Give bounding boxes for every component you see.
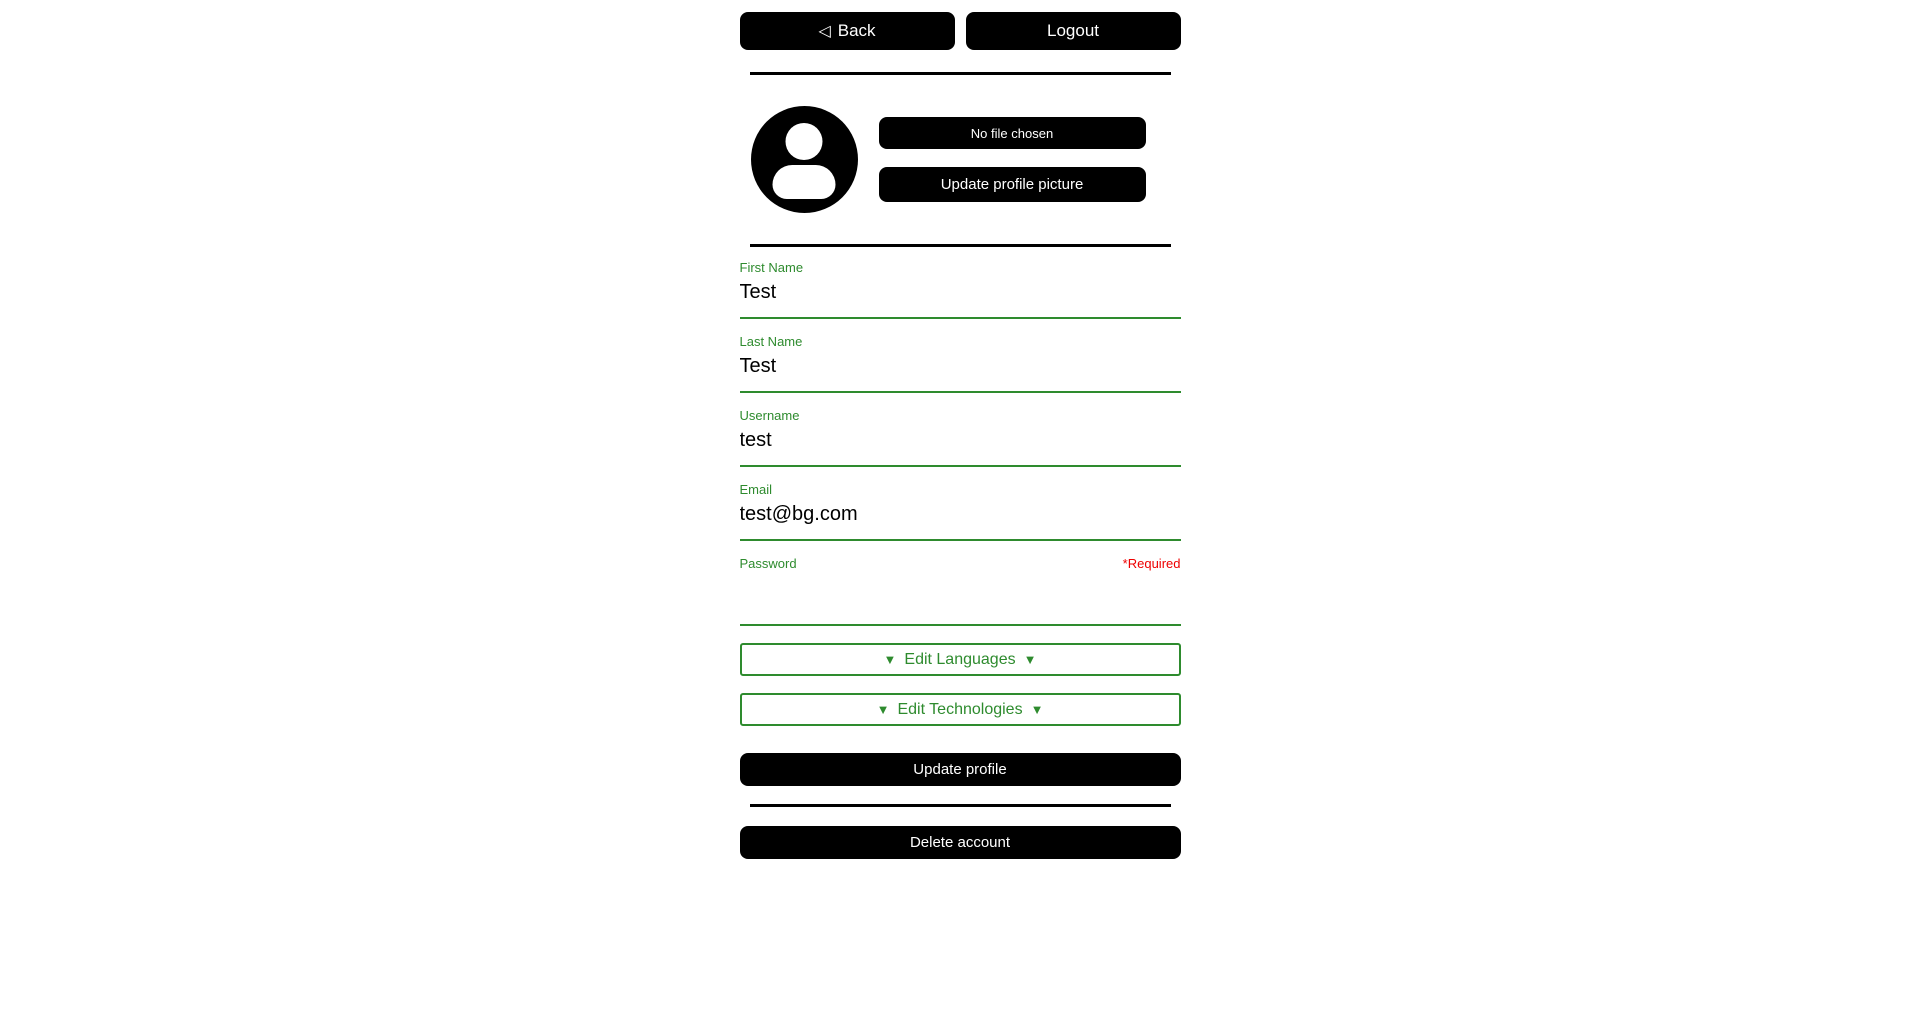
edit-technologies-button[interactable] xyxy=(740,693,1181,726)
delete-account-button[interactable] xyxy=(740,826,1181,859)
password-input[interactable] xyxy=(740,572,1181,626)
avatar-head-shape xyxy=(786,123,823,160)
chevron-down-icon: ▼ xyxy=(1030,702,1044,717)
update-picture-button[interactable] xyxy=(879,167,1146,202)
edit-languages-button[interactable] xyxy=(740,643,1181,676)
password-field-group xyxy=(740,555,1181,626)
picture-controls xyxy=(879,117,1146,202)
password-required-note: *Required xyxy=(1122,556,1181,571)
file-input-status: No file chosen xyxy=(970,125,1054,141)
username-field-group xyxy=(740,407,1181,467)
edit-technologies-label: Edit Technologies xyxy=(897,700,1023,718)
file-input[interactable] xyxy=(879,117,1146,149)
first-name-field-group xyxy=(740,259,1181,319)
back-button-label: Back xyxy=(837,21,876,40)
update-profile-button-label: Update profile xyxy=(913,761,1007,778)
profile-page xyxy=(740,12,1181,859)
profile-picture-section xyxy=(740,106,1181,213)
chevron-down-icon: ▼ xyxy=(883,652,897,667)
chevron-down-icon: ▼ xyxy=(876,702,890,717)
last-name-label: Last Name xyxy=(739,334,803,349)
back-button[interactable] xyxy=(740,12,955,50)
edit-languages-label: Edit Languages xyxy=(904,650,1016,668)
chevron-down-icon: ▼ xyxy=(1023,652,1037,667)
username-label: Username xyxy=(739,408,800,423)
logout-button[interactable] xyxy=(966,12,1181,50)
update-picture-button-label: Update profile picture xyxy=(940,176,1084,193)
top-divider xyxy=(750,72,1171,75)
email-field-group xyxy=(740,481,1181,541)
avatar-icon xyxy=(751,106,858,213)
logout-button-label: Logout xyxy=(1047,21,1099,40)
back-arrow-icon: ◁ xyxy=(818,23,831,40)
email-label: Email xyxy=(739,482,773,497)
first-name-input[interactable] xyxy=(740,276,1181,319)
email-input[interactable] xyxy=(740,498,1181,541)
update-profile-button[interactable] xyxy=(740,753,1181,786)
profile-form xyxy=(740,259,1181,786)
danger-divider xyxy=(750,804,1171,807)
last-name-input[interactable] xyxy=(740,350,1181,393)
last-name-field-group xyxy=(740,333,1181,393)
delete-account-button-label: Delete account xyxy=(909,834,1011,851)
first-name-label: First Name xyxy=(739,260,804,275)
form-divider xyxy=(750,244,1171,247)
avatar-body-shape xyxy=(773,165,836,199)
top-button-row xyxy=(740,12,1181,50)
password-label: Password xyxy=(739,556,797,571)
username-input[interactable] xyxy=(740,424,1181,467)
